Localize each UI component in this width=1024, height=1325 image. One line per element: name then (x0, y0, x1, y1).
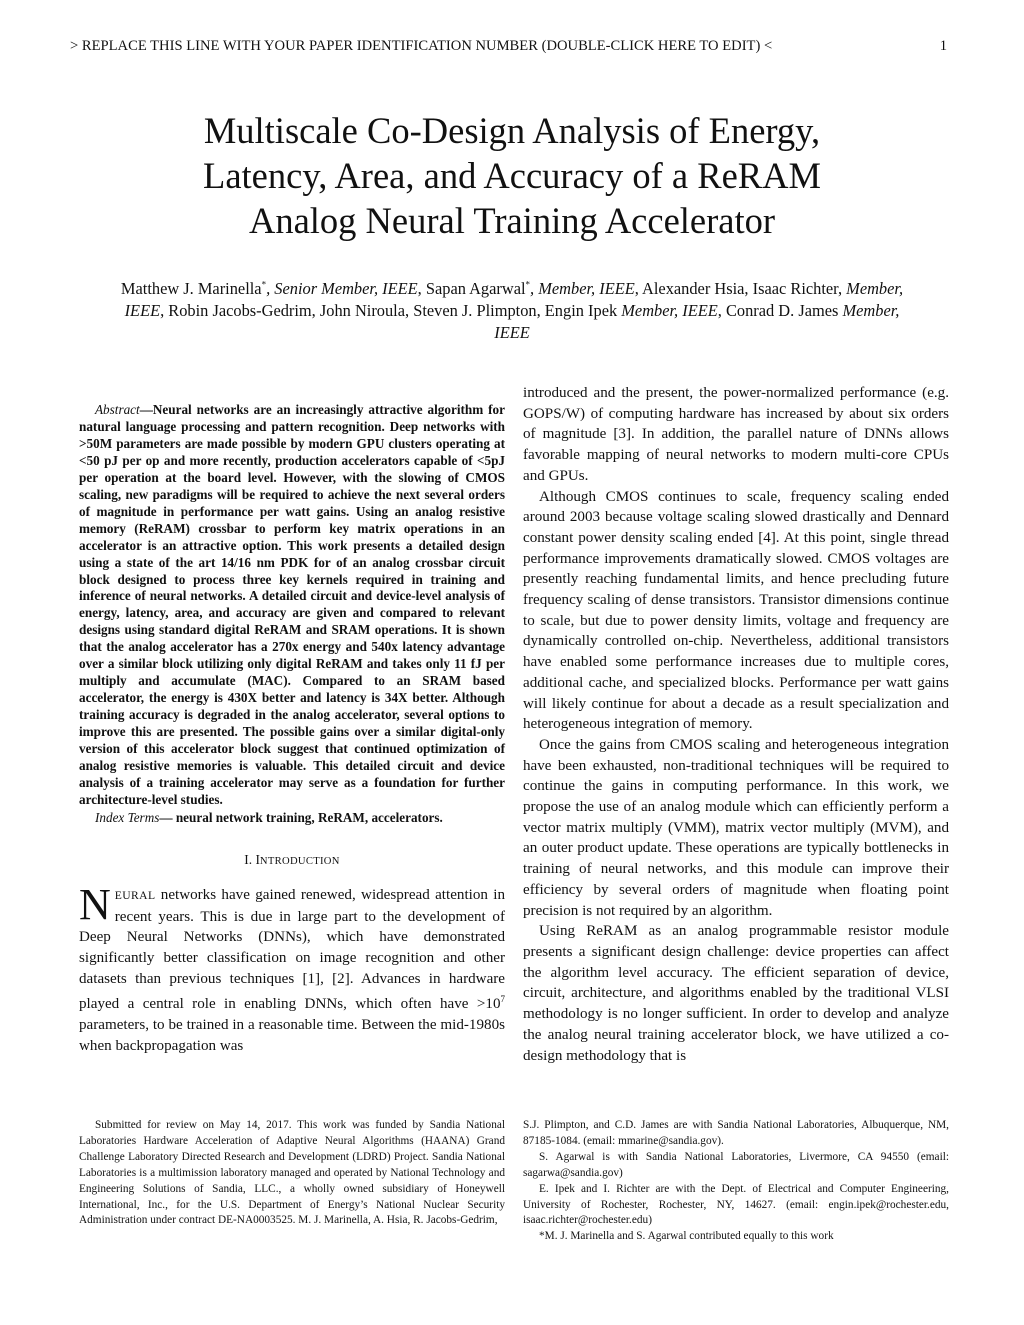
index-terms-text: — neural network training, ReRAM, accelerators. (159, 809, 443, 825)
paper-title (100, 108, 924, 243)
intro-text-b: parameters, to be trained in a reasonable time. Between the mid-1980s when backpropagation was (79, 1017, 505, 1054)
intro-superscript: 7 (500, 994, 505, 1005)
intro-smallcaps: EURAL (114, 888, 156, 902)
page-number: 1 (939, 38, 947, 54)
drop-cap: N (79, 879, 111, 929)
author-5: , Conrad D. James (717, 301, 843, 320)
footnote-affiliation-3: E. Ipek and I. Richter are with the Dept. of Electrical and Computer Engineering, University of Rochester, Rochester, NY, 14627. (email: engin.ipek@rochester.edu, isaac.richter@rochester.edu) (523, 1182, 949, 1227)
author-1-title: , Senior Member, IEEE (266, 279, 418, 298)
author-3: , Alexander Hsia, Isaac Richter, (634, 279, 847, 298)
author-5-title: Member, IEEE (494, 301, 900, 342)
abstract-label: Abstract (95, 402, 140, 417)
section-heading (79, 851, 505, 885)
section-rest: NTRODUCTION (259, 855, 340, 867)
author-1-mark: * (261, 279, 267, 290)
title-line-2: Latency, Area, and Accuracy of a ReRAM (203, 155, 821, 196)
intro-text-a: networks have gained renewed, widespread attention in recent years. This is due in large part to the development of Deep Neural Networks (DNNs), which have demonstrated significantly better classification on image recognition and other datasets than previous techniques [1], [2]. Advances in hardware played a central role in enabling DNNs, which often have >10 (79, 886, 505, 1013)
right-paragraph-4: Using ReRAM as an analog programmable resistor module presents a significant design challenge: device properties can affect the algorithm level accuracy. The efficient separation of device, circuit, architecture, and algorithms enabled by the traditional VLSI methodology is no longer sufficient. In order to develop and analyze the analog neural training accelerator block, we have utilized a co-design methodology that is (523, 923, 949, 1064)
abstract (79, 402, 505, 809)
author-2-mark: * (525, 279, 531, 290)
author-2-title: , Member, IEEE (530, 279, 635, 298)
footnotes-right (523, 1118, 949, 1245)
left-column (79, 402, 505, 1057)
index-terms (79, 809, 505, 826)
footnote-affiliation-2: S. Agarwal is with Sandia National Laboratories, Livermore, CA 94550 (email: sagarwa@sandia.gov) (523, 1150, 949, 1179)
abstract-text: —Neural networks are an increasingly attractive algorithm for natural language processing and pattern recognition. Deep networks with >50M parameters are made possible by modern GPU clusters operating at <50 pJ per op and more recently, production accelerators capable of <5pJ per operation at the board level. However, with the slowing of CMOS scaling, new paradigms will be required to achieve the next several orders of magnitude in performance per watt gains. Using an analog resistive memory (ReRAM) crossbar to perform key matrix operations in an accelerator is an attractive option. This work presents a detailed design using a state of the art 14/16 nm PDK for of an analog crossbar circuit block designed to process three key kernels required in training and inference of neural networks. A detailed circuit and device-level analysis of energy, latency, area, and accuracy are given and compared to relevant designs using standard digital ReRAM and SRAM operations. It is shown that the analog accelerator has a 270x energy and 540x latency advantage over a similar block utilizing only digital ReRAM and takes only 11 fJ per multiply and accumulate (MAC). Compared to an SRAM based accelerator, the energy is 430X better and latency is 34X better. Although training accuracy is degraded in the analog accelerator, several options to improve this are presented. The possible gains over a similar digital-only version of this accelerator block suggest that continued optimization of analog resistive memories is valuable. This detailed circuit and device analysis of a training accelerator may serve as a foundation for further architecture-level studies. (79, 402, 505, 807)
footnote-affiliation-1: S.J. Plimpton, and C.D. James are with Sandia National Laboratories, Albuquerque, NM, 87185-1084. (email: mmarine@sandia.gov). (523, 1119, 949, 1147)
footnote-funding: Submitted for review on May 14, 2017. This work was funded by Sandia National Laboratories Hardware Acceleration of Adaptive Neural Algorithms (HAANA) Grand Challenge Laboratory Directed Research and Development (LDRD) Project. Sandia National Laboratories is a multimission laboratory managed and operated by National Technology and Engineering Solutions of Sandia, LLC., a wholly owned subsidiary of Honeywell International, Inc., for the U.S. Department of Energy’s National Nuclear Security Administration under contract DE-NA0003525. M. J. Marinella, A. Hsia, R. Jacobs-Gedrim, (79, 1119, 505, 1227)
index-terms-label: Index Terms (95, 809, 160, 825)
author-list (110, 278, 914, 344)
header-text: > REPLACE THIS LINE WITH YOUR PAPER IDENTIFICATION NUMBER (DOUBLE-CLICK HERE TO EDIT) < (70, 38, 773, 54)
author-4: , Robin Jacobs-Gedrim, John Niroula, Steven J. Plimpton, Engin Ipek (160, 301, 622, 320)
title-line-3: Analog Neural Training Accelerator (248, 200, 776, 241)
right-column (523, 383, 949, 1066)
section-first-letter: I (255, 851, 260, 867)
author-3-title: Member, IEEE (124, 279, 904, 320)
right-paragraph-2: Although CMOS continues to scale, frequency scaling ended around 2003 because voltage scaling slowed drastically and Dennard constant power density scaling ended [4]. At this point, single thread performance improvements dramatically slowed. CMOS voltages are presently reaching fundamental limits, and hence precluding future frequency scaling of dense transistors. Transistor dimensions continue to scale, but due to power density limits, voltage and frequency are dynamically controlled on-chip. Nevertheless, additional transistors have enabled some performance increases due to multiple cores, additional cache, and specialized blocks. Performance per watt gains will likely continue for about a decade as a result specialization and heterogeneous integration of memory. (523, 488, 949, 733)
right-paragraph-1: introduced and the present, the power-normalized performance (e.g. GOPS/W) of computing hardware has increased by about six orders of magnitude [3]. In addition, the parallel nature of DNNs allows favorable mapping of neural networks to modern multi-core CPUs and GPUs. (523, 385, 949, 484)
right-paragraph-3: Once the gains from CMOS scaling and heterogeneous integration have been exhausted, non-traditional techniques will be required to continue the gains in computing performance. In this work, we propose the use of an analog module which can efficiently perform a vector matrix multiply (VMM), matrix vector multiply (MVM), and an outer product update. These operations are typically bottlenecks in training of neural networks, and this module can improve their efficiency by several orders of magnitude when floating point precision is not required by an algorithm. (523, 736, 949, 919)
author-1: Matthew J. Marinella (120, 279, 262, 298)
footnotes-left (79, 1118, 505, 1229)
footnote-equal-contribution: *M. J. Marinella and S. Agarwal contributed equally to this work (539, 1230, 834, 1243)
author-2: , Sapan Agarwal (417, 279, 526, 298)
section-number: I. (244, 851, 256, 867)
title-line-1: Multiscale Co-Design Analysis of Energy, (203, 110, 821, 151)
author-4-title: Member, IEEE (621, 301, 718, 320)
intro-paragraph-1 (79, 879, 505, 1057)
